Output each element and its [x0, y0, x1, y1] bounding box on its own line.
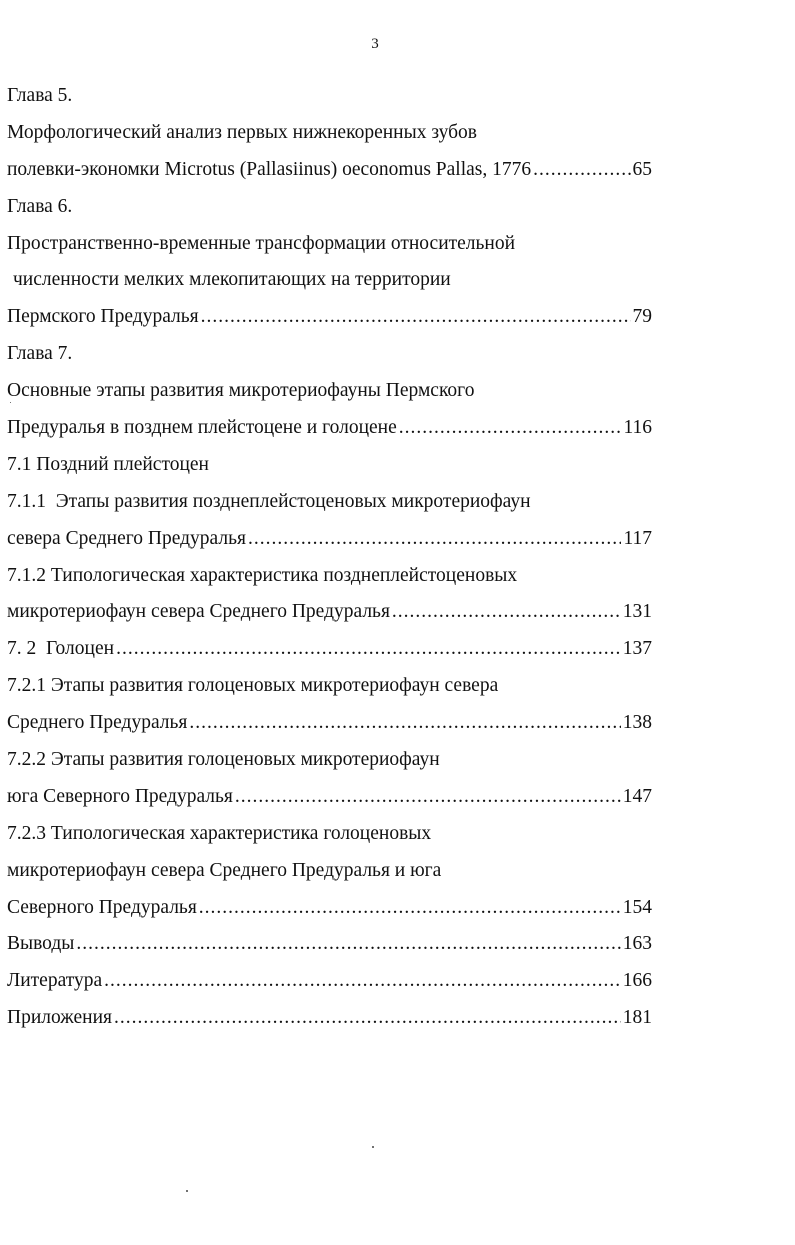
toc-entry: [7, 926, 652, 963]
toc-line: [7, 816, 652, 853]
toc-text: 7.2.3 Типологическая характеристика голоценовых: [7, 822, 432, 844]
toc-line: [7, 262, 652, 299]
toc-line: [7, 336, 652, 373]
toc-line: [7, 189, 652, 226]
toc-line: [7, 558, 652, 595]
toc-page-number: 181: [622, 1007, 652, 1029]
toc-page-number: 163: [622, 933, 652, 955]
page-number: 3: [371, 36, 379, 52]
toc-text: 7.2.2 Этапы развития голоценовых микротериофаун: [7, 749, 440, 771]
leader-dots: [104, 963, 621, 1000]
leader-dots: [116, 631, 621, 668]
toc-line: [7, 484, 652, 521]
toc-text: Литература: [7, 970, 103, 992]
toc-text: 7.1 Поздний плейстоцен: [7, 453, 209, 475]
leader-dots: [248, 521, 622, 558]
leader-dots: [392, 594, 621, 631]
toc-entry: [7, 299, 652, 336]
toc-text: Глава 5.: [7, 85, 73, 106]
toc-text: численности мелких млекопитающих на территории: [13, 269, 451, 291]
toc-text: Пермского Предуралья: [7, 306, 199, 328]
toc-text: Глава 7.: [7, 343, 73, 365]
toc-text: микротериофаун севера Среднего Предуралья и юга: [7, 859, 442, 881]
toc-line: [7, 78, 652, 115]
toc-text: 7.2.1 Этапы развития голоценовых микротериофаун севера: [7, 675, 499, 697]
toc-entry: [7, 705, 652, 742]
toc-text: Среднего Предуралья: [7, 712, 188, 734]
leader-dots: [201, 299, 631, 336]
toc-page-number: 65: [632, 158, 652, 180]
toc-page-number: 79: [632, 306, 652, 328]
toc-entry: [7, 410, 652, 447]
toc-page-number: 137: [622, 638, 652, 660]
toc-text: 7.1.2 Типологическая характеристика позднеплейстоценовых: [7, 564, 518, 586]
leader-dots: [199, 890, 621, 927]
toc-page-number: 147: [622, 785, 652, 807]
leader-dots: [399, 410, 622, 447]
leader-dots: [235, 779, 621, 816]
toc-text: Выводы: [7, 933, 75, 955]
toc-text: юга Северного Предуралья: [7, 785, 233, 807]
leader-dots: [189, 705, 620, 742]
toc-text: Приложения: [7, 1007, 112, 1029]
toc-page-number: 131: [622, 601, 652, 623]
toc-text: 7.1.1 Этапы развития позднеплейстоценовых микротериофаун: [7, 490, 531, 512]
toc-line: [7, 853, 652, 890]
scan-speck: [372, 1146, 374, 1148]
leader-dots: [114, 1000, 621, 1037]
toc-text: Морфологический анализ первых нижнекоренных зубов: [7, 121, 477, 143]
toc-page-number: 166: [622, 970, 652, 992]
toc-text: Глава 6.: [7, 195, 73, 217]
scan-speck: [186, 1190, 188, 1192]
toc-entry: [7, 963, 652, 1000]
toc-entry: [7, 594, 652, 631]
toc-text: микротериофаун севера Среднего Предуралья: [7, 601, 390, 623]
toc-text: 7. 2 Голоцен: [7, 638, 115, 660]
toc-entry: [7, 521, 652, 558]
toc-page-number: 154: [622, 896, 652, 918]
toc-text: Основные этапы развития микротериофауны Пермского: [7, 380, 475, 402]
toc-page-number: 116: [623, 417, 652, 439]
toc-text: Северного Предуралья: [7, 896, 197, 918]
toc-line: [7, 373, 652, 410]
table-of-contents: [7, 78, 652, 1037]
leader-dots: [533, 152, 630, 189]
toc-line: [7, 447, 652, 484]
toc-text: полевки-экономки Microtus (Pallasiinus) oeconomus Pallas, 1776: [7, 158, 532, 180]
toc-line: [7, 668, 652, 705]
toc-entry: [7, 779, 652, 816]
toc-line: [7, 115, 652, 152]
toc-entry: [7, 1000, 652, 1037]
toc-entry: [7, 631, 652, 668]
toc-line: [7, 742, 652, 779]
toc-text: Пространственно-временные трансформации относительной: [7, 232, 516, 254]
toc-text: Предуралья в позднем плейстоцене и голоцене: [7, 417, 397, 439]
leader-dots: [76, 926, 620, 963]
scan-speck: [10, 402, 11, 403]
toc-text: севера Среднего Предуралья: [7, 527, 246, 549]
toc-entry: [7, 890, 652, 927]
toc-page-number: 138: [622, 712, 652, 734]
toc-page-number: 117: [623, 527, 652, 549]
toc-line: [7, 226, 652, 263]
toc-entry: [7, 152, 652, 189]
